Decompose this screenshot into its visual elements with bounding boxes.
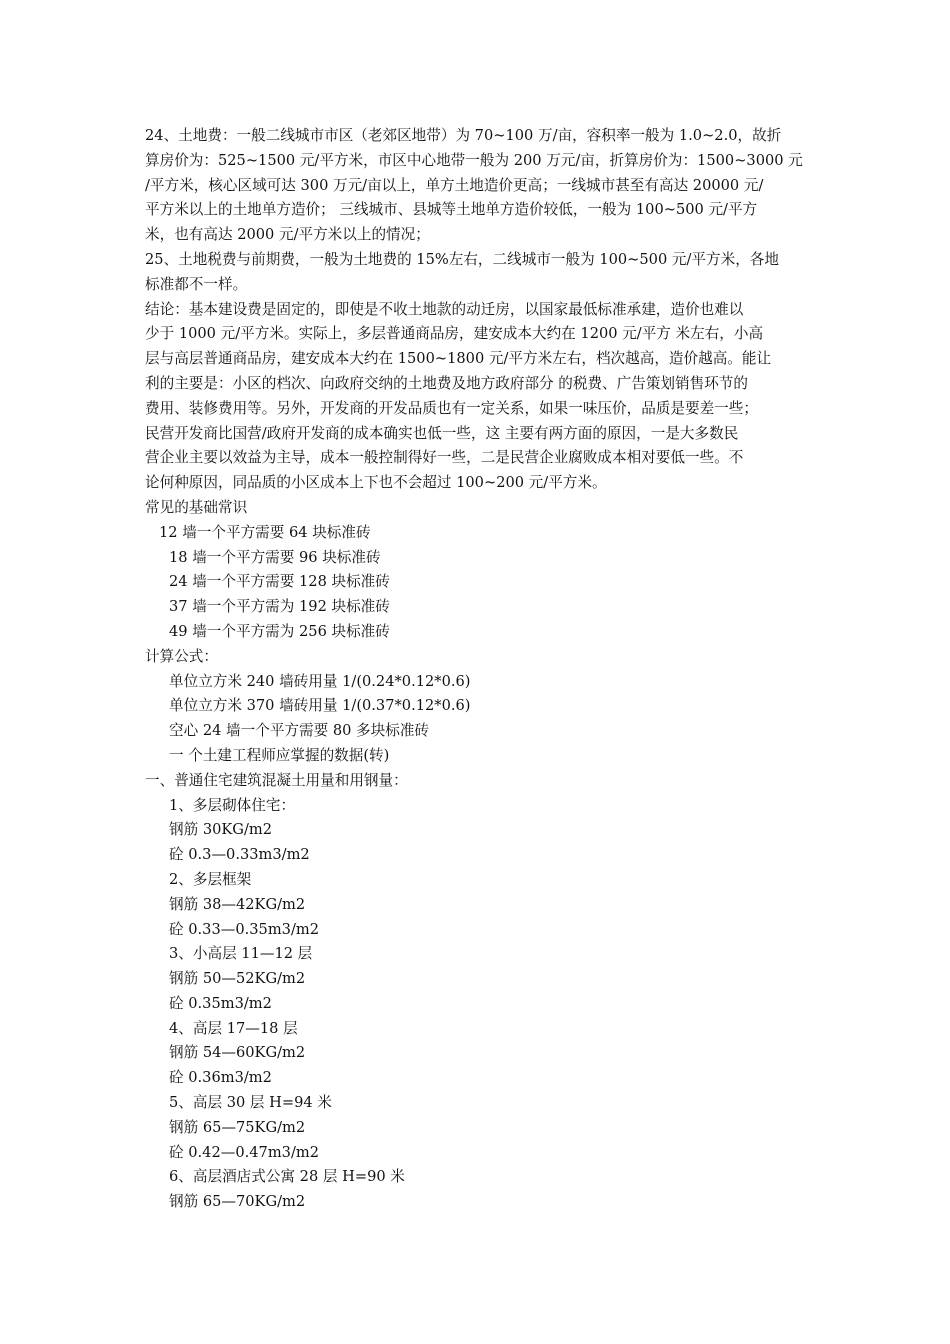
text-line: /平方米，核心区域可达 300 万元/亩以上，单方土地造价更高；一线城市甚至有高达 20000 元/ [145, 176, 764, 194]
list-item: 砼 0.3—0.33m3/m2 [169, 846, 310, 864]
list-item: 砼 0.36m3/m2 [169, 1069, 272, 1087]
section-basics [145, 496, 810, 645]
text-line: 营企业主要以效益为主导，成本一般控制得好一些，二是民营企业腐败成本相对要低一些。不 [145, 449, 744, 467]
list-item: 一 个土建工程师应掌握的数据(转) [169, 746, 390, 764]
text-line: 标准都不一样。 [145, 275, 248, 293]
list-item: 空心 24 墙一个平方需要 80 多块标准砖 [169, 722, 430, 740]
paragraph-land-fee [145, 124, 810, 248]
list-item: 单位立方米 240 墙砖用量 1/(0.24*0.12*0.6) [169, 672, 471, 690]
list-item: 6、高层酒店式公寓 28 层 H=90 米 [169, 1168, 405, 1186]
text-line: 层与高层普通商品房，建安成本大约在 1500~1800 元/平方米左右，档次越高，造价越高。能让 [145, 350, 772, 368]
text-line: 民营开发商比国营/政府开发商的成本确实也低一些，这 主要有两方面的原因，一是大多数民 [145, 424, 739, 442]
section-heading: 常见的基础常识 [145, 498, 248, 516]
paragraph-land-tax [145, 248, 810, 298]
section-concrete-steel [145, 769, 810, 1215]
list-item: 1、多层砌体住宅： [169, 796, 296, 814]
list-item: 18 墙一个平方需要 96 块标准砖 [169, 548, 381, 566]
list-item: 钢筋 50—52KG/m2 [169, 970, 306, 988]
list-item: 钢筋 38—42KG/m2 [169, 895, 306, 913]
text-line: 费用、装修费用等。另外，开发商的开发品质也有一定关系，如果一味压价，品质是要差一些； [145, 399, 758, 417]
list-item: 钢筋 30KG/m2 [169, 821, 272, 839]
list-item: 砼 0.33—0.35m3/m2 [169, 920, 319, 938]
list-item: 4、高层 17—18 层 [169, 1019, 298, 1037]
list-item: 5、高层 30 层 H=94 米 [169, 1094, 332, 1112]
document-body [145, 124, 810, 1215]
list-item: 钢筋 65—75KG/m2 [169, 1118, 306, 1136]
list-item: 钢筋 65—70KG/m2 [169, 1193, 306, 1211]
text-line: 论何种原因，同品质的小区成本上下也不会超过 100~200 元/平方米。 [145, 474, 607, 492]
section-formula [145, 645, 810, 769]
text-line: 算房价为：525~1500 元/平方米，市区中心地带一般为 200 万元/亩，折算房价为：1500~3000 元 [145, 151, 803, 169]
list-item: 37 墙一个平方需为 192 块标准砖 [169, 598, 390, 616]
section-heading: 一、普通住宅建筑混凝土用量和用钢量： [145, 771, 408, 789]
list-item: 12 墙一个平方需要 64 块标准砖 [159, 523, 371, 541]
list-item: 2、多层框架 [169, 870, 252, 888]
text-line: 米，也有高达 2000 元/平方米以上的情况； [145, 226, 430, 244]
list-item: 3、小高层 11—12 层 [169, 945, 313, 963]
list-item: 单位立方米 370 墙砖用量 1/(0.37*0.12*0.6) [169, 697, 471, 715]
paragraph-conclusion [145, 298, 810, 496]
list-item: 49 墙一个平方需为 256 块标准砖 [169, 622, 390, 640]
text-line: 利的主要是：小区的档次、向政府交纳的土地费及地方政府部分 的税费、广告策划销售环节的 [145, 374, 748, 392]
text-line: 25、土地税费与前期费，一般为土地费的 15%左右，二线城市一般为 100~500 元/平方米，各地 [145, 250, 779, 268]
section-heading: 计算公式： [145, 647, 218, 665]
text-line: 少于 1000 元/平方米。实际上，多层普通商品房，建安成本大约在 1200 元/平方 米左右，小高 [145, 325, 764, 343]
list-item: 砼 0.35m3/m2 [169, 994, 272, 1012]
text-line: 平方米以上的土地单方造价； 三线城市、县城等土地单方造价较低，一般为 100~500 元/平方 [145, 201, 758, 219]
text-line: 结论：基本建设费是固定的，即使是不收土地款的动迁房，以国家最低标准承建，造价也难以 [145, 300, 744, 318]
list-item: 钢筋 54—60KG/m2 [169, 1044, 306, 1062]
list-item: 24 墙一个平方需要 128 块标准砖 [169, 573, 390, 591]
text-line: 24、土地费：一般二线城市市区（老郊区地带）为 70~100 万/亩，容积率一般为 1.0~2.0，故折 [145, 127, 782, 144]
list-item: 砼 0.42—0.47m3/m2 [169, 1143, 319, 1161]
